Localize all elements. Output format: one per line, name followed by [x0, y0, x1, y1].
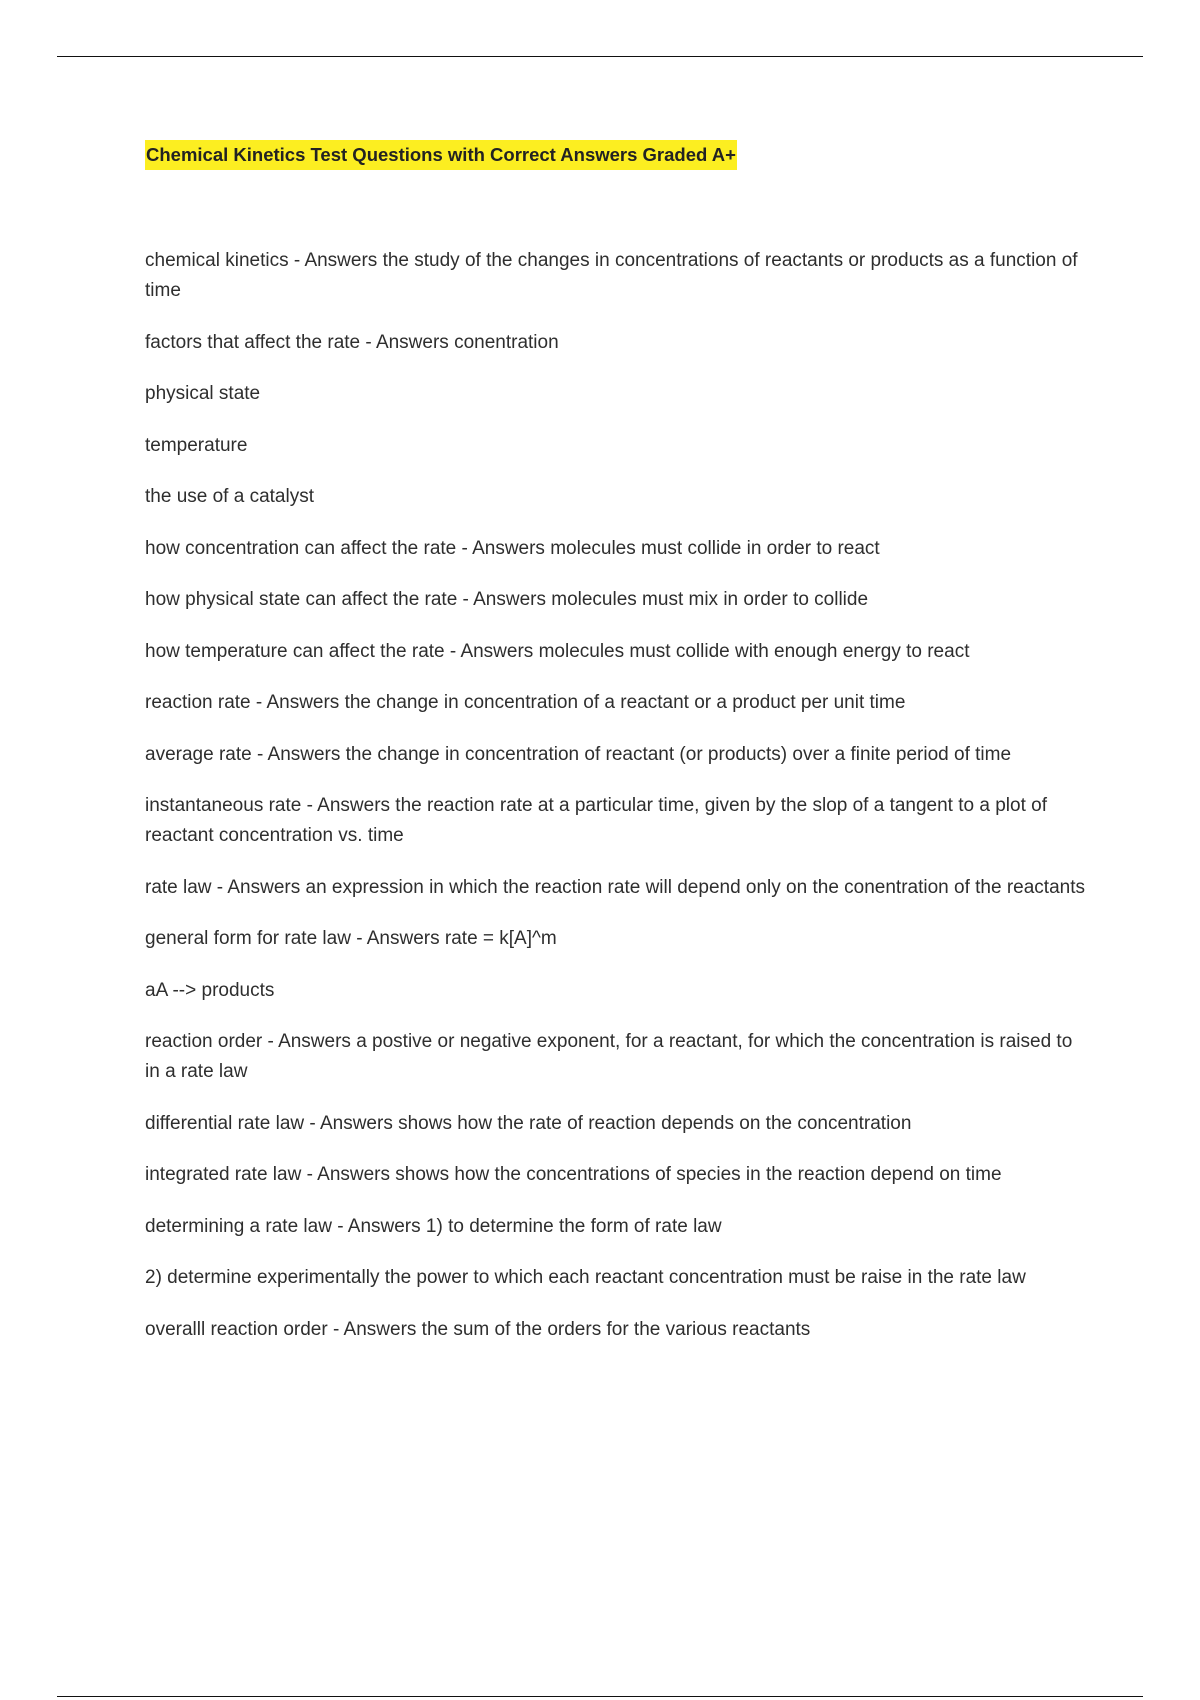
list-item: 2) determine experimentally the power to which each reactant concentration must be raise in the rate law — [145, 1267, 1026, 1288]
page-bottom-rule — [57, 1696, 1143, 1697]
list-item: differential rate law - Answers shows how the rate of reaction depends on the concentration — [145, 1112, 912, 1134]
list-item: average rate - Answers the change in concentration of reactant (or products) over a finite period of time — [145, 743, 1012, 765]
list-item: the use of a catalyst — [145, 486, 314, 507]
title-line — [145, 140, 1090, 170]
list-item: general form for rate law - Answers rate = k[A]^m — [145, 928, 557, 949]
list-item: reaction order - Answers a postive or negative exponent, for a reactant, for which the concentration is raised to in a rate law — [145, 1031, 1073, 1082]
list-item: how temperature can affect the rate - Answers molecules must collide with enough energy to react — [145, 640, 970, 662]
list-item: integrated rate law - Answers shows how the concentrations of species in the reaction depend on time — [145, 1164, 1002, 1185]
list-item: rate law - Answers an expression in which the reaction rate will depend only on the conentration of the reactants — [145, 876, 1085, 898]
list-item: determining a rate law - Answers 1) to determine the form of rate law — [145, 1215, 722, 1237]
list-item: instantaneous rate - Answers the reaction rate at a particular time, given by the slop of a tangent to a plot of reactant concentration vs. time — [145, 795, 1047, 846]
list-item: aA --> products — [145, 979, 275, 1001]
entry-list — [145, 246, 1090, 1345]
list-item: chemical kinetics - Answers the study of the changes in concentrations of reactants or products as a function of time — [145, 250, 1078, 301]
list-item: overalll reaction order - Answers the sum of the orders for the various reactants — [145, 1318, 811, 1340]
list-item: reaction rate - Answers the change in concentration of a reactant or a product per unit time — [145, 692, 906, 713]
list-item: physical state — [145, 383, 261, 404]
list-item: temperature — [145, 434, 248, 456]
list-item: how concentration can affect the rate - Answers molecules must collide in order to react — [145, 537, 880, 559]
list-item: how physical state can affect the rate - Answers molecules must mix in order to collide — [145, 589, 869, 610]
list-item: factors that affect the rate - Answers conentration — [145, 331, 559, 353]
document-body — [145, 140, 1090, 1366]
page-top-rule — [57, 56, 1143, 57]
document-title: Chemical Kinetics Test Questions with Correct Answers Graded A+ — [145, 140, 737, 170]
